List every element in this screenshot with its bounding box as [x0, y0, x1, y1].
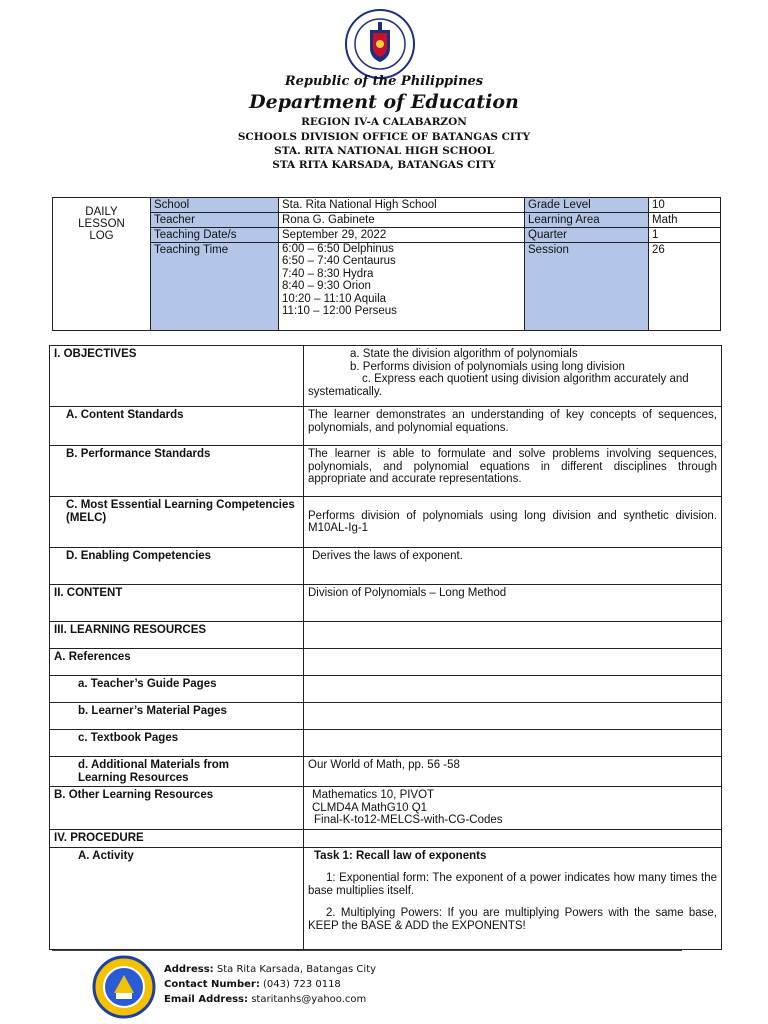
content-standards-label: A. Content Standards — [50, 407, 304, 446]
lesson-info-table — [52, 197, 721, 331]
school-label: School — [151, 198, 279, 213]
references-value — [304, 649, 722, 676]
footer-email: Email Address: staritanhs@yahoo.com — [164, 994, 367, 1005]
enabling-competencies-value: Derives the laws of exponent. — [304, 548, 722, 585]
other-resources-label: B. Other Learning Resources — [50, 787, 304, 830]
additional-materials-value: Our World of Math, pp. 56 -58 — [304, 757, 722, 787]
activity-value: Task 1: Recall law of exponents 1: Exponential form: The exponent of a power indicates how many times the base multiplies itself. 2. Multiplying Powers: If you are multiplying Powers with the same base, KEEP the BASE & ADD the EXPONENTS! — [304, 847, 722, 949]
learning-area-value: Math — [649, 213, 721, 228]
textbook-pages-value — [304, 730, 722, 757]
enabling-competencies-label: D. Enabling Competencies — [50, 548, 304, 585]
content-standards-value: The learner demonstrates an understanding of key concepts of sequences, polynomials, and polynomial equations. — [304, 407, 722, 446]
melc-value: Performs division of polynomials using long division and synthetic division. M10AL-Ig-1 — [304, 497, 722, 548]
performance-standards-label: B. Performance Standards — [50, 446, 304, 497]
grade-level-label: Grade Level — [525, 198, 649, 213]
region-heading: REGION IV-A CALABARZON — [301, 116, 467, 128]
activity-label: A. Activity — [50, 847, 304, 949]
dll-title: DAILY LESSON LOG — [53, 198, 151, 331]
department-heading: Department of Education — [249, 91, 519, 113]
teaching-time-values: 6:00 – 6:50 Delphinus 6:50 – 7:40 Centaurus 7:40 – 8:30 Hydra 8:40 – 9:30 Orion 10:20 – 11:10 Aquila 11:10 – 12:00 Perseus — [279, 243, 525, 331]
footer-contact — [164, 962, 376, 1007]
learners-material-value — [304, 703, 722, 730]
footer-divider — [52, 950, 682, 951]
footer-address: Address: Sta Rita Karsada, Batangas City — [164, 964, 377, 975]
quarter-value: 1 — [649, 228, 721, 243]
learners-material-label: b. Learner’s Material Pages — [50, 703, 304, 730]
performance-standards-value: The learner is able to formulate and solve problems involving sequences, polynomials, and polynomial equations in different disciplines through appropriate and accurate representations. — [304, 446, 722, 497]
teachers-guide-value — [304, 676, 722, 703]
division-heading: SCHOOLS DIVISION OFFICE OF BATANGAS CITY — [237, 131, 531, 143]
textbook-pages-label: c. Textbook Pages — [50, 730, 304, 757]
teachers-guide-label: a. Teacher’s Guide Pages — [50, 676, 304, 703]
procedure-label: IV. PROCEDURE — [50, 829, 304, 847]
footer-contact-number: Contact Number: (043) 723 0118 — [164, 979, 341, 990]
content-label: II. CONTENT — [50, 585, 304, 622]
melc-label: C. Most Essential Learning Competencies (MELC) — [50, 497, 304, 548]
lesson-plan-table — [49, 345, 722, 950]
session-label: Session — [525, 243, 649, 331]
learning-resources-label: III. LEARNING RESOURCES — [50, 622, 304, 649]
teaching-time-label: Teaching Time — [151, 243, 279, 331]
teacher-label: Teacher — [151, 213, 279, 228]
teaching-date-label: Teaching Date/s — [151, 228, 279, 243]
grade-level-value: 10 — [649, 198, 721, 213]
content-value: Division of Polynomials – Long Method — [304, 585, 722, 622]
objectives-value: a. State the division algorithm of polynomials b. Performs division of polynomials using long division c. Express each quotient using division algorithm accurately and systematically. — [304, 346, 722, 407]
republic-heading: Republic of the Philippines — [284, 74, 484, 89]
teaching-date-value: September 29, 2022 — [279, 228, 525, 243]
school-seal-logo — [92, 955, 156, 1019]
learning-resources-value — [304, 622, 722, 649]
additional-materials-label: d. Additional Materials from Learning Resources — [50, 757, 304, 787]
school-heading: STA. RITA NATIONAL HIGH SCHOOL — [274, 145, 494, 157]
procedure-value — [304, 829, 722, 847]
session-value: 26 — [649, 243, 721, 331]
learning-area-label: Learning Area — [525, 213, 649, 228]
objectives-label: I. OBJECTIVES — [50, 346, 304, 407]
address-heading: STA RITA KARSADA, BATANGAS CITY — [272, 159, 496, 171]
teacher-value: Rona G. Gabinete — [279, 213, 525, 228]
school-value: Sta. Rita National High School — [279, 198, 525, 213]
references-label: A. References — [50, 649, 304, 676]
quarter-label: Quarter — [525, 228, 649, 243]
other-resources-value: Mathematics 10, PIVOT CLMD4A MathG10 Q1 Final-K-to12-MELCS-with-CG-Codes — [304, 787, 722, 830]
deped-seal-logo — [344, 8, 416, 80]
